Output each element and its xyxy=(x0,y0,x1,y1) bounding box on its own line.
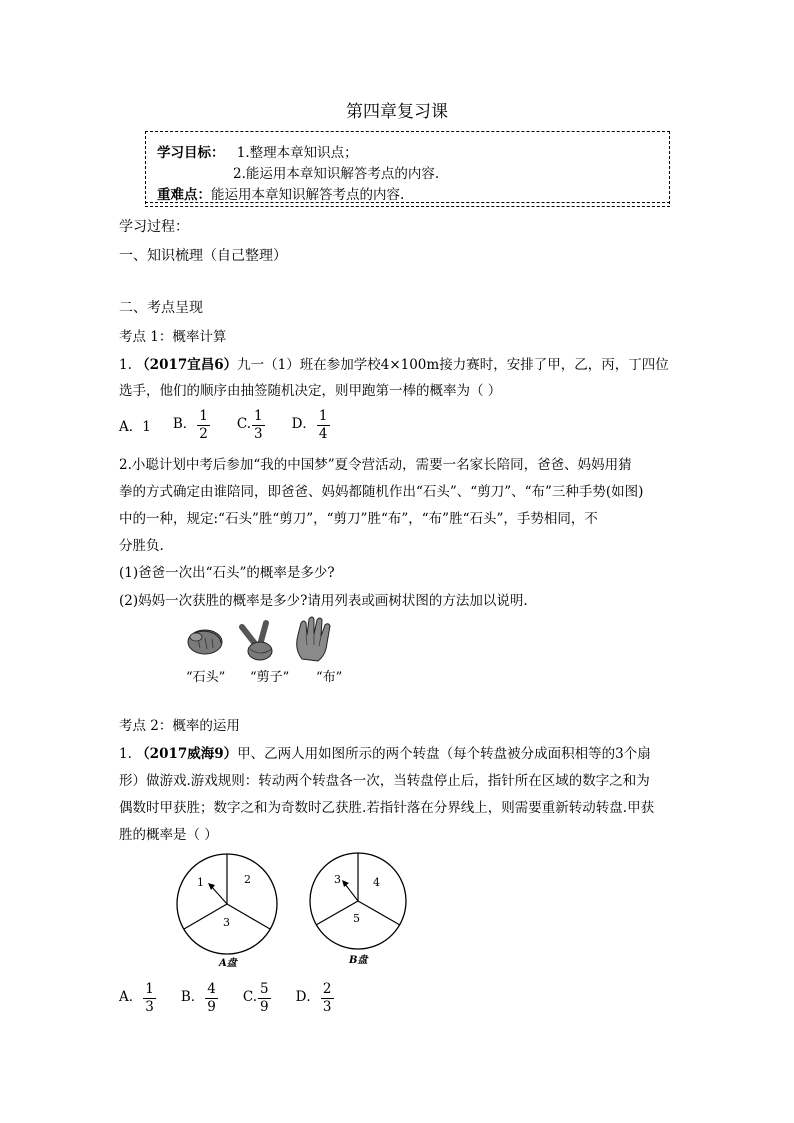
spinner-a xyxy=(177,854,277,969)
spinners-figure xyxy=(170,848,410,970)
hand-gestures-figure xyxy=(180,615,350,665)
paper-hand-icon xyxy=(297,617,330,661)
spinner-b-number-4: 4 xyxy=(373,876,380,889)
kp1-q2-sub1: (1)爸爸一次出“石头”的概率是多少? xyxy=(119,565,335,581)
hand-label-paper: “布” xyxy=(316,670,343,685)
kp2-q1-number: 1. xyxy=(119,746,137,762)
kp2-q1-text1: 甲、乙两人用如图所示的两个转盘（每个转盘被分成面积相等的3个扇 xyxy=(237,746,651,762)
kp2-q1-line1 xyxy=(119,742,651,762)
goal-item-1: 1.整理本章知识点； xyxy=(236,145,358,161)
goals-label: 学习目标： xyxy=(157,145,225,161)
kp1-q2-line1: 2.小聪计划中考后参加“我的中国梦”夏令营活动，需要一名家长陪同，爸爸、妈妈用猜 xyxy=(119,457,632,473)
spinner-a-pointer xyxy=(211,886,227,904)
fraction: $\frac{4}{9}$ xyxy=(207,981,216,1015)
goals-row-1 xyxy=(157,141,358,161)
goals-row-key xyxy=(157,183,404,203)
fraction: $\frac{5}{9}$ xyxy=(260,981,269,1015)
process-heading: 学习过程： xyxy=(119,219,189,235)
kp1-q1-line1 xyxy=(119,353,669,373)
spinner-a-label: A盘 xyxy=(219,958,237,969)
kp2-q1-option-c: C. $\frac{5}{9}$ xyxy=(242,981,269,1015)
kp2-q1-source: （2017威海9） xyxy=(136,746,238,762)
kp1-q1-source: （2017宜昌6） xyxy=(136,357,238,373)
fraction: $\frac{1}{2}$ xyxy=(199,408,208,442)
kp1-q1-option-c: C. $\frac{1}{3}$ xyxy=(236,408,263,442)
spinner-a-number-2: 2 xyxy=(244,873,251,886)
kp2-q1-options xyxy=(119,978,335,1018)
kp1-q2-line3: 中的一种，规定:“石头”胜“剪刀”，“剪刀”胜“布”，“布”胜“石头”，手势相同，不 xyxy=(119,511,598,527)
spinner-b-label: B盘 xyxy=(349,955,368,966)
kp1-q1-number: 1. xyxy=(119,357,137,373)
kp2-q1-line3: 偶数时甲获胜；数字之和为奇数时乙获胜.若指针落在分界线上，则需要重新转动转盘.甲获 xyxy=(119,800,655,816)
kp1-q1-option-d: D． $\frac{1}{4}$ xyxy=(291,408,328,442)
goal-item-2: 2.能运用本章知识解答考点的内容. xyxy=(233,166,440,182)
spinner-b-arrowhead xyxy=(342,880,349,887)
key-label: 重难点： xyxy=(157,187,211,203)
spinner-b-number-5: 5 xyxy=(353,912,360,925)
spinner-a-number-1: 1 xyxy=(197,876,204,889)
key-text: 能运用本章知识解答考点的内容. xyxy=(211,187,405,203)
kp1-q1-line2: 选手，他们的顺序由抽签随机决定，则甲跑第一棒的概率为（ ） xyxy=(119,383,502,399)
spinner-a-number-3: 3 xyxy=(223,916,230,929)
fraction: $\frac{1}{4}$ xyxy=(318,408,328,442)
kp2-q1-option-b: B． $\frac{4}{9}$ xyxy=(180,981,216,1015)
section-exam-points: 二、考点呈现 xyxy=(119,300,203,316)
fraction: $\frac{1}{3}$ xyxy=(145,981,154,1015)
kp1-q2-sub2: (2)妈妈一次获胜的概率是多少?请用列表或画树状图的方法加以说明. xyxy=(119,593,528,609)
kp2-q1-line4: 胜的概率是（ ） xyxy=(119,827,218,843)
kp1-q2-line2: 拳的方式确定由谁陪同，即爸爸、妈妈都随机作出“石头”、“剪刀”、“布”三种手势(如图) xyxy=(119,484,644,500)
kp2-q1-option-a: A． $\frac{1}{3}$ xyxy=(119,981,154,1015)
section-knowledge: 一、知识梳理（自己整理） xyxy=(119,248,287,264)
kp1-q2-line4: 分胜负. xyxy=(119,538,164,554)
fraction: $\frac{2}{3}$ xyxy=(322,981,332,1015)
hand-label-scissors: “剪子” xyxy=(250,670,290,685)
kp2-q1-line2: 形）做游戏.游戏规则：转动两个转盘各一次，当转盘停止后，指针所在区域的数字之和为 xyxy=(119,773,650,789)
kp2-q1-option-d: D． $\frac{2}{3}$ xyxy=(295,981,332,1015)
spinner-b-number-3: 3 xyxy=(334,873,341,886)
fraction: $\frac{1}{3}$ xyxy=(254,408,263,442)
kp1-q1-options xyxy=(119,407,331,443)
kp2-heading: 考点 2：概率的运用 xyxy=(119,718,240,734)
spinner-b-pointer xyxy=(345,884,358,901)
scissors-hand-icon xyxy=(242,623,272,660)
page-title: 第四章复习课 xyxy=(346,102,448,122)
goals-box-bottom-border-2 xyxy=(145,206,670,207)
spinner-b xyxy=(310,853,406,966)
kp1-q1-option-b: B． $\frac{1}{2}$ xyxy=(172,408,208,442)
kp1-heading: 考点 1：概率计算 xyxy=(119,329,227,345)
hand-label-rock: “石头” xyxy=(186,670,226,685)
kp1-q1-text1: 九一（1）班在参加学校4×100m接力赛时，安排了甲，乙，丙，丁四位 xyxy=(237,357,669,373)
kp1-q1-option-a: A．1 xyxy=(119,419,151,435)
rock-hand-icon xyxy=(188,630,222,654)
